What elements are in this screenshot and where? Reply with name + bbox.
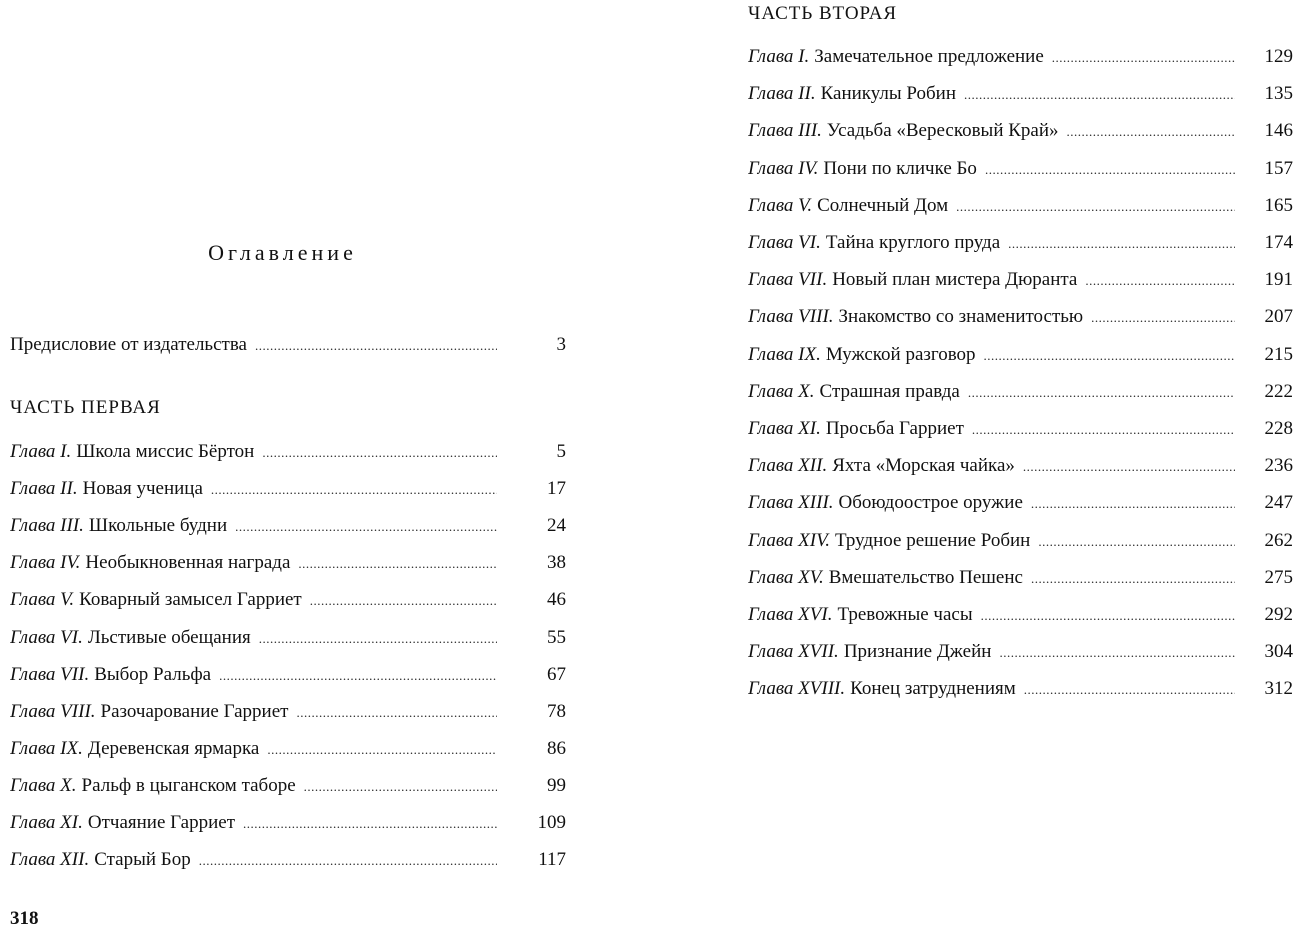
- chapter-page: 312: [1264, 678, 1293, 700]
- part-two-heading: ЧАСТЬ ВТОРАЯ: [748, 3, 898, 24]
- dot-leader: [267, 738, 497, 762]
- toc-entry: [748, 380, 1293, 404]
- toc-entry: [748, 566, 1293, 590]
- dot-leader: [259, 627, 497, 651]
- toc-entry: [748, 603, 1293, 627]
- dot-leader: [298, 552, 497, 576]
- chapter-label: Глава XII.: [748, 455, 828, 477]
- chapter-title: Тревожные часы: [837, 604, 973, 625]
- chapter-label: Глава VIII.: [748, 306, 834, 328]
- chapter-title: Школьные будни: [88, 515, 228, 537]
- chapter-title: Знакомство со знаменитостью: [838, 306, 1084, 328]
- dot-leader: [956, 195, 1235, 219]
- chapter-title: Коварный замысел Гарриет: [79, 589, 302, 611]
- chapter-label: Глава IX.: [748, 343, 821, 365]
- dot-leader: [1031, 567, 1235, 591]
- chapter-page: 46: [547, 589, 566, 611]
- dot-leader: [219, 664, 497, 688]
- chapter-page: 228: [1264, 418, 1293, 439]
- chapter-title: Новая ученица: [82, 478, 203, 500]
- dot-leader: [1052, 46, 1235, 70]
- dot-leader: [1067, 120, 1235, 144]
- chapter-page: 117: [538, 849, 566, 871]
- toc-entry: [748, 677, 1293, 701]
- chapter-label: Глава VII.: [10, 663, 90, 685]
- chapter-label: Глава XI.: [10, 812, 83, 833]
- dot-leader: [243, 812, 497, 836]
- dot-leader: [199, 849, 497, 873]
- chapter-label: Глава XVI.: [748, 604, 833, 625]
- dot-leader: [1038, 530, 1235, 554]
- chapter-title: Конец затруднениям: [850, 678, 1016, 700]
- toc-entry: [748, 417, 1293, 441]
- chapter-label: Глава IV.: [10, 552, 81, 574]
- toc-entry: [10, 737, 566, 761]
- dot-leader: [255, 334, 497, 358]
- toc-entry: [10, 626, 566, 650]
- chapter-title: Ральф в цыганском таборе: [81, 774, 296, 796]
- chapter-label: Глава III.: [10, 515, 84, 537]
- toc-entry: [10, 663, 566, 687]
- dot-leader: [304, 775, 497, 799]
- chapter-title: Разочарование Гарриет: [100, 700, 289, 722]
- dot-leader: [985, 158, 1235, 182]
- chapter-page: 109: [537, 812, 566, 833]
- dot-leader: [964, 83, 1235, 107]
- chapter-title: Страшная правда: [819, 380, 960, 402]
- dot-leader: [1091, 306, 1235, 330]
- chapter-label: Глава IX.: [10, 737, 83, 759]
- toc-entry: [748, 45, 1293, 69]
- chapter-page: 24: [547, 515, 566, 537]
- chapter-label: Глава XII.: [10, 849, 90, 871]
- dot-leader: [984, 344, 1235, 368]
- toc-entry: [10, 514, 566, 538]
- chapter-page: 99: [547, 774, 566, 796]
- toc-entry: [748, 640, 1293, 664]
- toc-entry: [748, 343, 1293, 367]
- dot-leader: [981, 604, 1235, 628]
- toc-entry: [10, 477, 566, 501]
- chapter-label: Глава I.: [748, 46, 810, 67]
- toc-entry: [748, 119, 1293, 143]
- toc-entry: [748, 529, 1293, 553]
- chapter-label: Глава II.: [748, 83, 816, 105]
- toc-entry: [10, 551, 566, 575]
- chapter-label: Глава VI.: [748, 232, 821, 253]
- dot-leader: [1085, 269, 1235, 293]
- chapter-title: Необыкновенная награда: [85, 552, 291, 574]
- chapter-page: 129: [1264, 46, 1293, 67]
- chapter-page: 17: [547, 478, 566, 500]
- toc-entry: [10, 700, 566, 724]
- chapter-label: Глава VIII.: [10, 700, 96, 722]
- chapter-label: Глава XIII.: [748, 492, 834, 514]
- chapter-label: Глава I.: [10, 441, 72, 462]
- toc-entry: [748, 491, 1293, 515]
- dot-leader: [296, 701, 497, 725]
- chapter-label: Глава XIV.: [748, 529, 831, 551]
- dot-leader: [999, 641, 1235, 665]
- dot-leader: [235, 515, 497, 539]
- chapter-label: Глава III.: [748, 120, 822, 142]
- dot-leader: [1031, 492, 1235, 516]
- chapter-title: Каникулы Робин: [820, 83, 957, 105]
- chapter-page: 38: [547, 552, 566, 574]
- toc-entry: [10, 440, 566, 464]
- toc-entry: [748, 82, 1293, 106]
- toc-entry: [10, 848, 566, 872]
- dot-leader: [972, 418, 1235, 442]
- preface-title: Предисловие от издательства: [10, 334, 247, 355]
- chapter-label: Глава IV.: [748, 157, 819, 179]
- dot-leader: [211, 478, 497, 502]
- chapter-label: Глава V.: [10, 589, 75, 611]
- toc-entry: [748, 231, 1293, 255]
- chapter-page: 207: [1264, 306, 1293, 328]
- chapter-title: Школа миссис Бёртон: [76, 441, 255, 462]
- toc-entry: [10, 774, 566, 798]
- page-number: 318: [10, 908, 39, 929]
- chapter-title: Отчаяние Гарриет: [87, 812, 235, 833]
- chapter-page: 236: [1264, 455, 1293, 477]
- chapter-page: 146: [1264, 120, 1293, 142]
- chapter-page: 275: [1264, 566, 1293, 588]
- chapter-page: 67: [547, 663, 566, 685]
- chapter-page: 55: [547, 626, 566, 648]
- chapter-label: Глава XVIII.: [748, 678, 846, 700]
- dot-leader: [1023, 455, 1235, 479]
- chapter-page: 222: [1264, 380, 1293, 402]
- chapter-title: Деревенская ярмарка: [87, 737, 260, 759]
- chapter-title: Усадьба «Вересковый Край»: [826, 120, 1059, 142]
- dot-leader: [262, 441, 497, 465]
- chapter-page: 262: [1264, 529, 1293, 551]
- chapter-label: Глава VI.: [10, 626, 83, 648]
- dot-leader: [1008, 232, 1235, 256]
- chapter-title: Тайна круглого пруда: [825, 232, 1001, 253]
- chapter-title: Льстивые обещания: [87, 626, 251, 648]
- dot-leader: [310, 589, 497, 613]
- chapter-page: 174: [1264, 232, 1293, 253]
- dot-leader: [968, 381, 1235, 405]
- chapter-page: 304: [1264, 641, 1293, 663]
- chapter-page: 86: [547, 737, 566, 759]
- chapter-page: 78: [547, 700, 566, 722]
- chapter-title: Яхта «Морская чайка»: [832, 455, 1015, 477]
- chapter-page: 292: [1264, 604, 1293, 625]
- chapter-title: Мужской разговор: [825, 343, 976, 365]
- page-title: Оглавление: [208, 240, 357, 265]
- toc-entry: [748, 157, 1293, 181]
- preface-page: 3: [556, 334, 566, 355]
- chapter-label: Глава XI.: [748, 418, 821, 439]
- chapter-page: 157: [1264, 157, 1293, 179]
- toc-entry: [748, 305, 1293, 329]
- preface-entry: [10, 333, 566, 357]
- chapter-page: 191: [1264, 269, 1293, 291]
- chapter-label: Глава X.: [748, 380, 815, 402]
- chapter-title: Замечательное предложение: [814, 46, 1044, 67]
- toc-entry: [748, 268, 1293, 292]
- chapter-title: Солнечный Дом: [817, 194, 949, 216]
- chapter-page: 5: [556, 441, 566, 462]
- chapter-page: 135: [1264, 83, 1293, 105]
- chapter-label: Глава V.: [748, 194, 813, 216]
- chapter-title: Трудное решение Робин: [835, 529, 1031, 551]
- toc-entry: [10, 811, 566, 835]
- chapter-label: Глава X.: [10, 774, 77, 796]
- chapter-title: Обоюдоострое оружие: [838, 492, 1023, 514]
- chapter-label: Глава VII.: [748, 269, 828, 291]
- toc-entry: [748, 454, 1293, 478]
- chapter-page: 247: [1264, 492, 1293, 514]
- chapter-page: 165: [1264, 194, 1293, 216]
- toc-entry: [748, 194, 1293, 218]
- chapter-title: Пони по кличке Бо: [823, 157, 977, 179]
- chapter-label: Глава XVII.: [748, 641, 839, 663]
- dot-leader: [1024, 678, 1235, 702]
- toc-entry: [10, 588, 566, 612]
- chapter-label: Глава XV.: [748, 566, 824, 588]
- chapter-title: Выбор Ральфа: [94, 663, 212, 685]
- chapter-title: Просьба Гарриет: [825, 418, 964, 439]
- chapter-page: 215: [1264, 343, 1293, 365]
- chapter-label: Глава II.: [10, 478, 78, 500]
- chapter-title: Новый план мистера Дюранта: [832, 269, 1078, 291]
- part-one-heading: ЧАСТЬ ПЕРВАЯ: [10, 397, 161, 418]
- chapter-title: Вмешательство Пешенс: [828, 566, 1023, 588]
- chapter-title: Старый Бор: [94, 849, 191, 871]
- chapter-title: Признание Джейн: [843, 641, 992, 663]
